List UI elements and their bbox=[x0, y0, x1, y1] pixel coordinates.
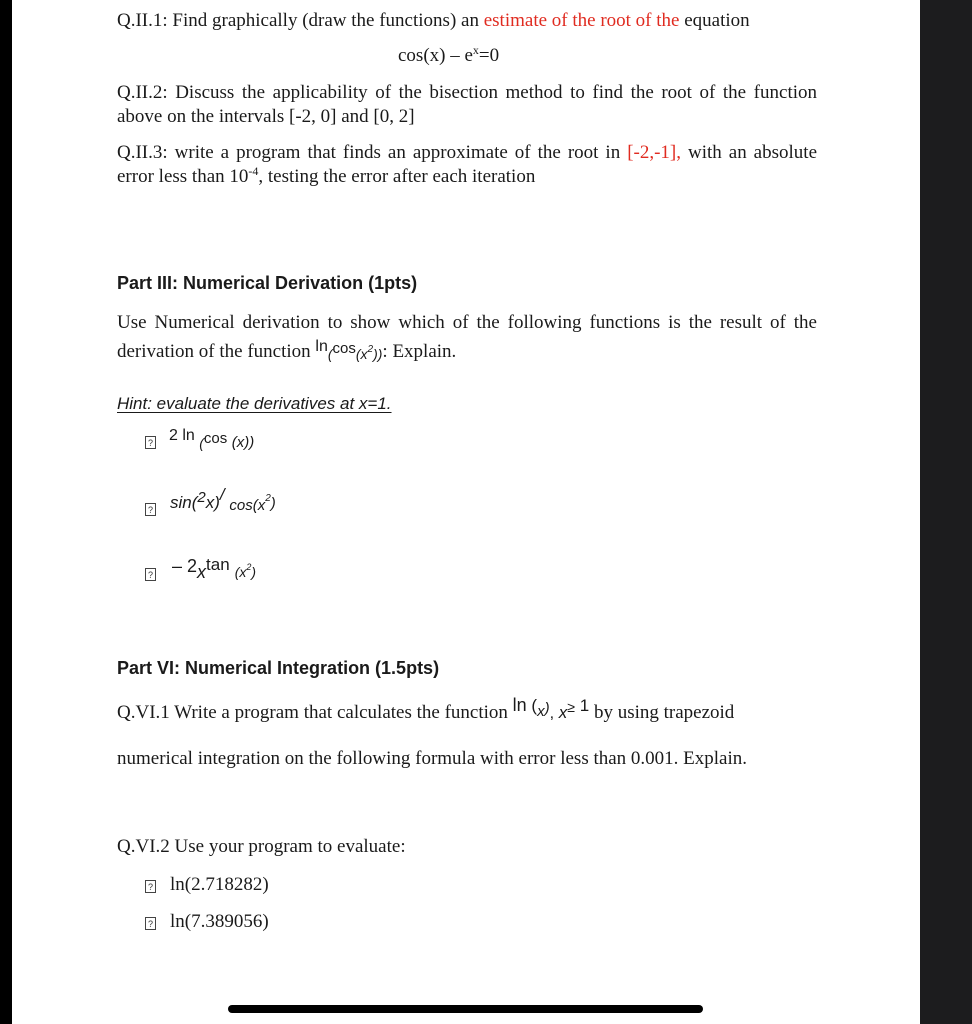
fn-square: 2 bbox=[367, 344, 374, 355]
right-edge-panel bbox=[920, 0, 972, 1024]
question-q2-2: Q.II.2: Discuss the applicability of the bisection method to find the root of the function above on the intervals [-2, 0] and [0, 2] bbox=[117, 82, 817, 127]
option-3-close: ) bbox=[251, 564, 257, 580]
question-q6-1 bbox=[117, 695, 735, 724]
question-q6-2: Q.VI.2 Use your program to evaluate: bbox=[117, 836, 406, 857]
question-q2-3 bbox=[117, 141, 817, 189]
fn-arg bbox=[356, 346, 383, 362]
question-q6-1-line2: numerical integration on the following formula with error less than 0.001. Explain. bbox=[117, 748, 748, 769]
document-page bbox=[12, 0, 920, 1024]
q2-3-suffix: , testing the error after each iteration bbox=[258, 166, 536, 187]
part3-intro-text: Use Numerical derivation to show which of the following functions is the result of the derivation of the function bbox=[117, 312, 817, 362]
q2-3-mid: with an absolute error less than 10 bbox=[117, 142, 817, 187]
hint-text: Hint: evaluate the derivatives at x=1. bbox=[117, 394, 392, 413]
option-3-coeff: – 2 bbox=[172, 556, 198, 576]
fn-close: )) bbox=[373, 346, 383, 362]
option-2-cos: cos(x bbox=[229, 497, 266, 514]
option-3-checkbox[interactable]: ? bbox=[145, 568, 156, 581]
option-3-square: 2 bbox=[246, 562, 252, 572]
equation-exponent: x bbox=[472, 43, 479, 57]
option-2-checkbox[interactable]: ? bbox=[145, 503, 156, 516]
option-2-sin: sin( bbox=[170, 493, 198, 512]
option-1 bbox=[169, 427, 255, 451]
fn-arg-text: (x bbox=[355, 346, 368, 362]
item-2-checkbox[interactable]: ? bbox=[145, 917, 156, 930]
q2-1-text: Q.II.1: Find graphically (draw the functions) an bbox=[117, 10, 484, 31]
option-3-tan: tan bbox=[206, 555, 230, 574]
q2-1-suffix: equation bbox=[679, 10, 750, 31]
option-1-open: ( bbox=[199, 435, 204, 451]
q6-1-text: Q.VI.1 Write a program that calculates the function bbox=[117, 702, 508, 723]
part3-explain: : Explain. bbox=[382, 341, 457, 362]
option-1-checkbox[interactable]: ? bbox=[145, 436, 156, 449]
option-1-arg: (x)) bbox=[231, 434, 255, 451]
option-2-square: 2 bbox=[197, 489, 206, 506]
option-1-ln: 2 ln bbox=[169, 427, 195, 444]
equation-q2-1 bbox=[398, 45, 499, 67]
q2-3-interval: [-2,-1], bbox=[627, 142, 681, 163]
fn-ln: ln bbox=[315, 338, 328, 355]
option-2 bbox=[170, 485, 276, 514]
q6-1-x-var: x bbox=[558, 703, 568, 722]
part3-heading: Part III: Numerical Derivation (1pts) bbox=[117, 273, 418, 293]
q2-3-exponent: -4 bbox=[248, 164, 259, 178]
q6-1-geq: ≥ bbox=[567, 699, 575, 715]
question-q2-1 bbox=[117, 10, 750, 32]
option-1-cos: cos bbox=[203, 430, 228, 447]
q6-1-close: ) bbox=[544, 700, 550, 717]
q6-1-comma: , bbox=[549, 705, 555, 722]
fn-open: ( bbox=[327, 346, 333, 362]
home-indicator[interactable] bbox=[228, 1005, 703, 1013]
q6-1-open: ( bbox=[531, 696, 538, 715]
q6-1-ln: ln bbox=[512, 695, 527, 715]
q2-1-highlight: estimate of the root of the bbox=[483, 10, 680, 31]
q6-1-one: 1 bbox=[579, 696, 590, 715]
option-2-x: x) bbox=[205, 493, 220, 512]
option-2-close: ) bbox=[270, 495, 276, 512]
equation-left: cos(x) – e bbox=[398, 45, 473, 66]
q2-3-text: Q.II.3: write a program that finds an approximate of the root in bbox=[117, 142, 628, 163]
part3-intro bbox=[117, 308, 817, 367]
option-3-arg-text: (x bbox=[234, 564, 247, 580]
q6-1-suffix: by using trapezoid bbox=[593, 702, 735, 723]
option-2-slash: / bbox=[219, 485, 225, 504]
item-1-checkbox[interactable]: ? bbox=[145, 880, 156, 893]
fn-cos: cos bbox=[332, 340, 356, 357]
option-3-arg bbox=[235, 564, 256, 580]
option-2-square-2: 2 bbox=[265, 493, 271, 504]
option-3-x: x bbox=[197, 562, 207, 582]
option-3 bbox=[172, 555, 257, 582]
part6-heading: Part VI: Numerical Integration (1.5pts) bbox=[117, 658, 440, 678]
item-2: ln(7.389056) bbox=[170, 911, 269, 932]
item-1: ln(2.718282) bbox=[170, 874, 269, 895]
q6-1-x: x bbox=[537, 703, 545, 720]
equation-right: =0 bbox=[478, 45, 500, 66]
